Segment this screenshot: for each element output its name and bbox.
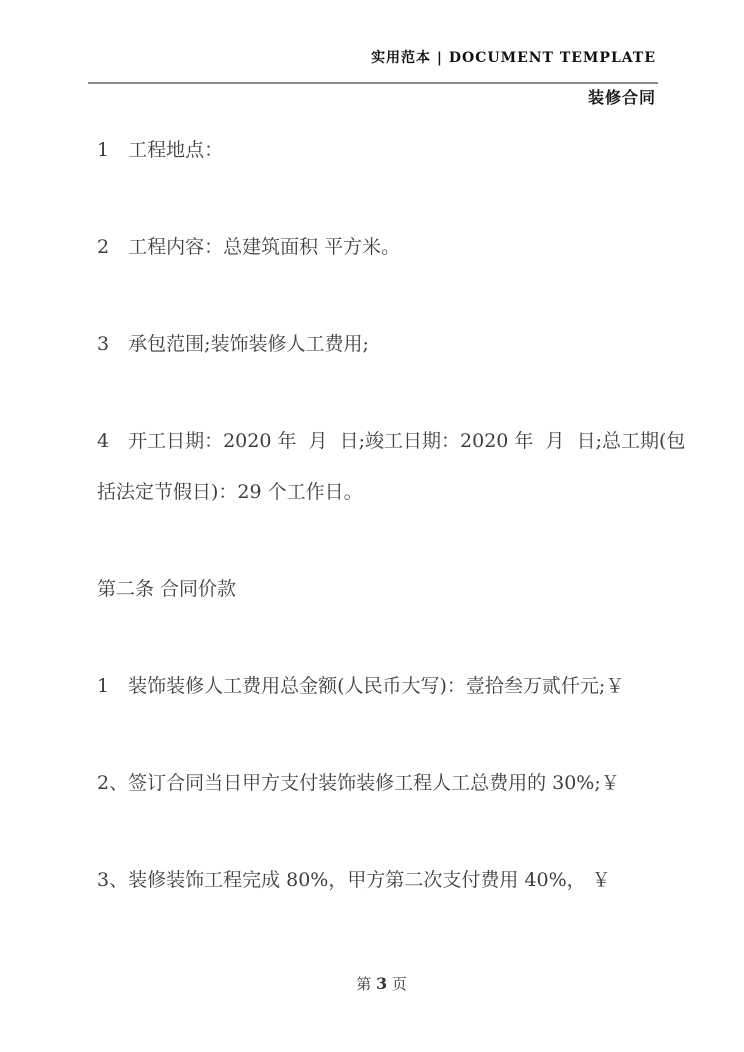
clause-second-payment xyxy=(97,855,659,906)
clause-line: 1 装饰装修人工费用总金额(人民币大写)：壹拾叁万贰仟元;￥ xyxy=(97,675,625,697)
clause-project-location xyxy=(97,125,659,176)
page-number-suffix: 页 xyxy=(387,975,407,993)
clause-total-amount xyxy=(97,661,659,712)
page-header xyxy=(88,50,658,107)
header-divider xyxy=(88,82,658,84)
clause-line: 4 开工日期：2020 年 月 日;竣工日期：2020 年 月 日;总工期(包 xyxy=(97,430,686,452)
clause-line: 2 工程内容：总建筑面积 平方米。 xyxy=(97,236,401,258)
clause-first-payment xyxy=(97,758,659,809)
clause-contract-scope xyxy=(97,319,659,370)
brand-text: 实用范本 | DOCUMENT TEMPLATE xyxy=(371,50,656,66)
clause-line: 3 承包范围;装饰装修人工费用; xyxy=(97,333,369,355)
clause-line: 2、签订合同当日甲方支付装饰装修工程人工总费用的 30%;￥ xyxy=(97,772,620,794)
clause-line: 1 工程地点： xyxy=(97,139,224,161)
clause-dates xyxy=(97,416,686,518)
clause-line: 括法定节假日)：29 个工作日。 xyxy=(97,481,363,503)
contract-body xyxy=(97,125,686,952)
clause-line: 第二条 合同价款 xyxy=(97,578,237,600)
clause-line: 3、装修装饰工程完成 80%，甲方第二次支付费用 40%， ￥ xyxy=(97,869,611,891)
document-title: 装修合同 xyxy=(587,88,656,107)
clause-project-content xyxy=(97,222,659,273)
page-number: 3 xyxy=(375,974,388,993)
page-footer xyxy=(0,954,744,1014)
page-number-prefix: 第 xyxy=(356,975,376,993)
section-heading-contract-price xyxy=(97,564,659,615)
